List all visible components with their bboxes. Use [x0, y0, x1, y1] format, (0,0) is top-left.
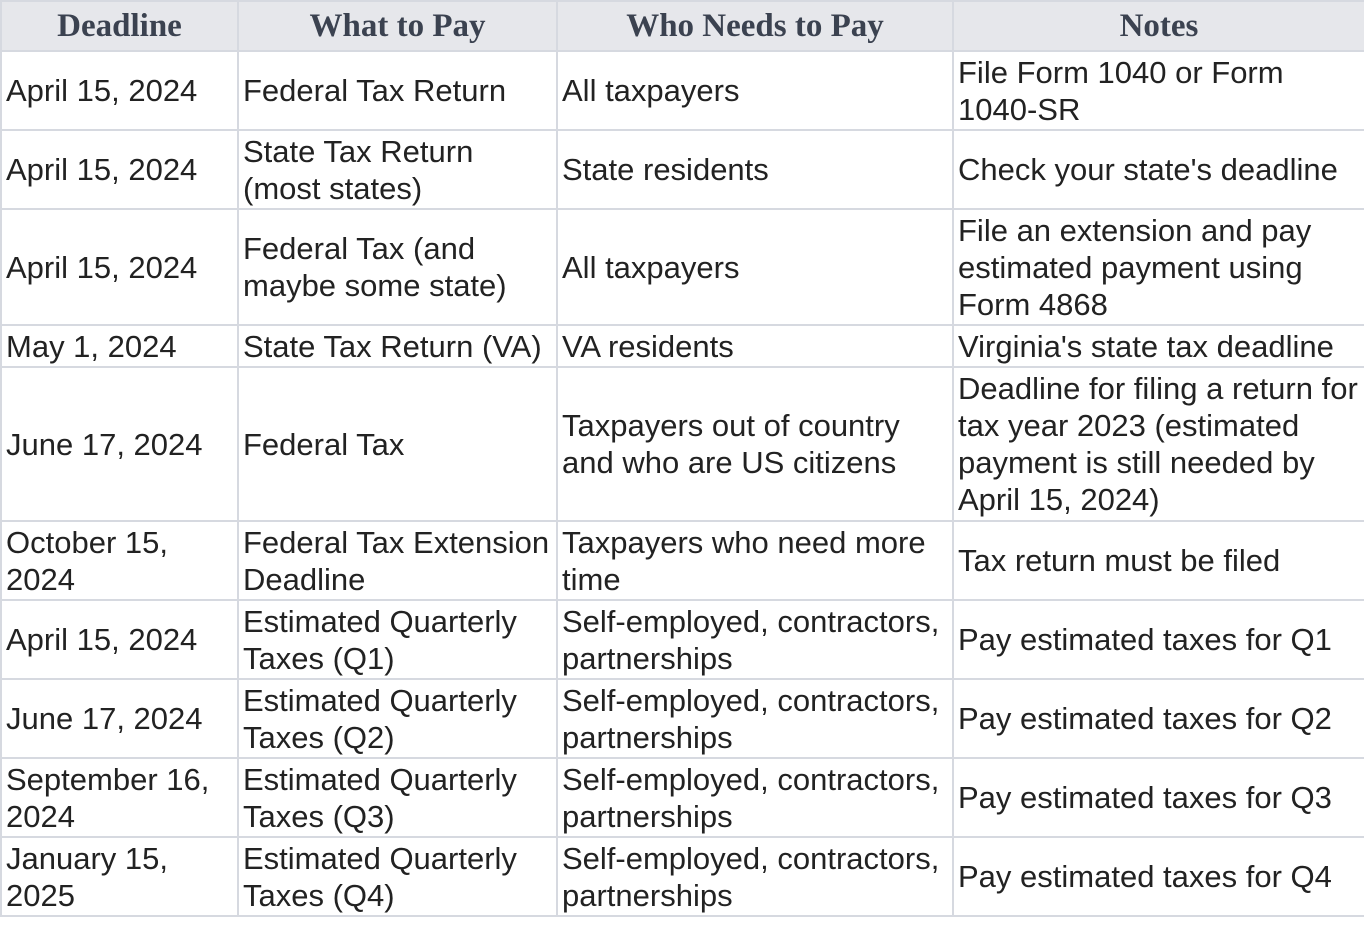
cell-what-to-pay: Estimated Quarterly Taxes (Q3) [238, 758, 557, 837]
header-row [1, 1, 1364, 51]
cell-notes: Virginia's state tax deadline [953, 325, 1364, 367]
cell-who-needs-to-pay: Taxpayers out of country and who are US citizens [557, 367, 953, 521]
cell-deadline: January 15, 2025 [1, 837, 238, 916]
cell-who-needs-to-pay: Self-employed, contractors, partnerships [557, 758, 953, 837]
cell-what-to-pay: State Tax Return (VA) [238, 325, 557, 367]
cell-deadline: June 17, 2024 [1, 679, 238, 758]
cell-what-to-pay: Estimated Quarterly Taxes (Q4) [238, 837, 557, 916]
cell-notes: Pay estimated taxes for Q3 [953, 758, 1364, 837]
header-what-to-pay: What to Pay [238, 1, 557, 51]
cell-who-needs-to-pay: All taxpayers [557, 51, 953, 130]
table-row [1, 209, 1364, 325]
cell-who-needs-to-pay: All taxpayers [557, 209, 953, 325]
cell-notes: File Form 1040 or Form 1040-SR [953, 51, 1364, 130]
cell-who-needs-to-pay: Self-employed, contractors, partnerships [557, 600, 953, 679]
cell-deadline: October 15, 2024 [1, 521, 238, 600]
cell-what-to-pay: Federal Tax Return [238, 51, 557, 130]
table-row [1, 130, 1364, 209]
cell-who-needs-to-pay: Self-employed, contractors, partnerships [557, 837, 953, 916]
cell-deadline: April 15, 2024 [1, 600, 238, 679]
table-row [1, 679, 1364, 758]
cell-notes: Pay estimated taxes for Q2 [953, 679, 1364, 758]
cell-deadline: April 15, 2024 [1, 130, 238, 209]
cell-notes: Check your state's deadline [953, 130, 1364, 209]
header-who-needs-to-pay: Who Needs to Pay [557, 1, 953, 51]
header-deadline: Deadline [1, 1, 238, 51]
cell-who-needs-to-pay: VA residents [557, 325, 953, 367]
cell-deadline: September 16, 2024 [1, 758, 238, 837]
cell-notes: Pay estimated taxes for Q1 [953, 600, 1364, 679]
cell-notes: File an extension and pay estimated payment using Form 4868 [953, 209, 1364, 325]
table-row [1, 758, 1364, 837]
table-row [1, 325, 1364, 367]
table-row [1, 837, 1364, 916]
table-row [1, 521, 1364, 600]
cell-who-needs-to-pay: Self-employed, contractors, partnerships [557, 679, 953, 758]
cell-what-to-pay: Estimated Quarterly Taxes (Q2) [238, 679, 557, 758]
table-row [1, 367, 1364, 521]
cell-who-needs-to-pay: State residents [557, 130, 953, 209]
cell-deadline: June 17, 2024 [1, 367, 238, 521]
cell-deadline: April 15, 2024 [1, 51, 238, 130]
cell-who-needs-to-pay: Taxpayers who need more time [557, 521, 953, 600]
cell-notes: Pay estimated taxes for Q4 [953, 837, 1364, 916]
cell-deadline: April 15, 2024 [1, 209, 238, 325]
cell-what-to-pay: State Tax Return (most states) [238, 130, 557, 209]
cell-what-to-pay: Federal Tax (and maybe some state) [238, 209, 557, 325]
cell-deadline: May 1, 2024 [1, 325, 238, 367]
cell-notes: Tax return must be filed [953, 521, 1364, 600]
header-notes: Notes [953, 1, 1364, 51]
table-row [1, 600, 1364, 679]
cell-what-to-pay: Estimated Quarterly Taxes (Q1) [238, 600, 557, 679]
cell-notes: Deadline for filing a return for tax year 2023 (estimated payment is still needed by April 15, 2024) [953, 367, 1364, 521]
cell-what-to-pay: Federal Tax Extension Deadline [238, 521, 557, 600]
table-row [1, 51, 1364, 130]
cell-what-to-pay: Federal Tax [238, 367, 557, 521]
